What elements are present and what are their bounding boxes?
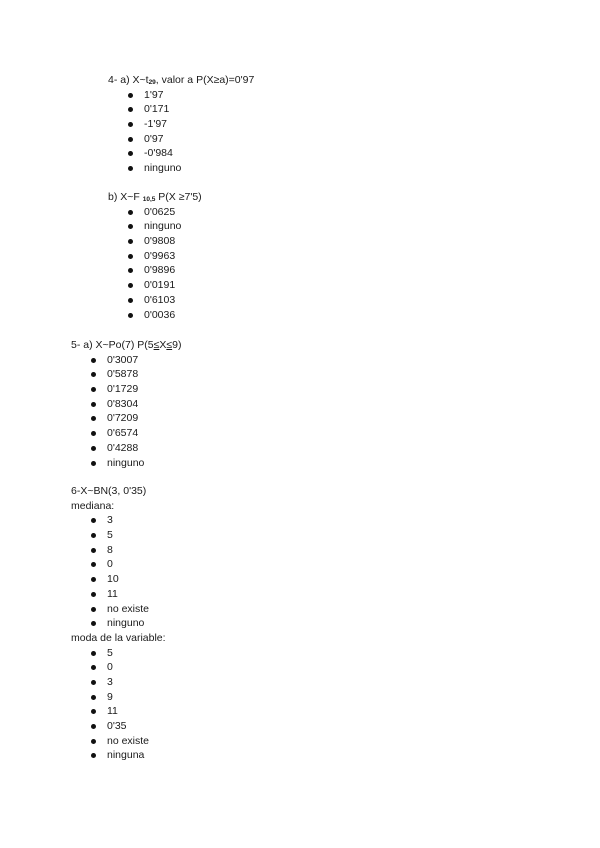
option-label: 3 [107,675,113,688]
option-label: 3 [107,514,113,527]
question-5-suffix: 9) [172,339,182,351]
option-label: -0'984 [144,147,173,160]
question-4a-suffix: , valor a P(X≥a)=0'97 [155,74,255,86]
bullet-icon [91,533,96,538]
option-label: 0'97 [144,132,164,145]
option-item[interactable] [91,367,181,382]
bullet-icon [91,416,96,421]
option-item[interactable] [128,161,254,176]
option-item[interactable] [128,249,202,264]
option-item[interactable] [128,219,202,234]
bullet-icon [128,254,133,259]
option-item[interactable] [91,426,181,441]
option-label: 0'0191 [144,279,176,292]
question-4a-options [128,88,254,176]
option-item[interactable] [128,234,202,249]
bullet-icon [91,695,96,700]
option-label: 0'3007 [107,353,139,366]
option-item[interactable] [91,528,166,543]
option-label: 5 [107,646,113,659]
bullet-icon [91,548,96,553]
bullet-icon [91,562,96,567]
bullet-icon [91,518,96,523]
question-4b-heading [108,190,202,205]
bullet-icon [91,372,96,377]
bullet-icon [128,151,133,156]
option-label: ninguno [144,220,182,233]
bullet-icon [91,709,96,714]
question-4b-subscript: 10,5 [142,196,156,203]
option-item[interactable] [91,587,166,602]
bullet-icon [128,239,133,244]
option-label: ninguno [144,162,182,175]
option-item[interactable] [91,543,166,558]
option-label: 0'7209 [107,412,139,425]
option-item[interactable] [128,102,254,117]
option-item[interactable] [128,263,202,278]
option-item[interactable] [91,513,166,528]
question-5-heading [71,338,181,353]
option-label: 0 [107,558,113,571]
mediana-options [91,513,166,631]
option-item[interactable] [128,132,254,147]
bullet-icon [91,592,96,597]
option-label: 0'6103 [144,293,176,306]
option-label: 1'97 [144,88,164,101]
option-item[interactable] [128,88,254,103]
option-item[interactable] [91,382,181,397]
option-item[interactable] [91,660,166,675]
option-label: 0'8304 [107,397,139,410]
bullet-icon [128,210,133,215]
option-label: no existe [107,734,150,747]
option-label: 0'6574 [107,427,139,440]
bullet-icon [128,166,133,171]
option-item[interactable] [128,293,202,308]
question-6 [71,484,166,763]
question-5-le-sign-2: ≤ [166,339,173,351]
bullet-icon [91,461,96,466]
option-label: 11 [107,587,118,600]
question-4b [108,190,202,322]
option-item[interactable] [91,704,166,719]
bullet-icon [128,298,133,303]
question-5-le-sign-1: ≤ [153,339,160,351]
option-label: no existe [107,602,150,615]
mediana-label: mediana: [71,499,115,512]
bullet-icon [91,651,96,656]
option-label: 9 [107,690,113,703]
bullet-icon [128,313,133,318]
bullet-icon [91,577,96,582]
question-5-variable: X [159,339,167,351]
option-label: 0'4288 [107,441,139,454]
option-item[interactable] [91,602,166,617]
option-item[interactable] [91,719,166,734]
option-item[interactable] [128,117,254,132]
bullet-icon [128,268,133,273]
option-item[interactable] [91,397,181,412]
bullet-icon [91,665,96,670]
bullet-icon [128,122,133,127]
bullet-icon [91,680,96,685]
question-5-options [91,353,181,471]
option-label: 5 [107,529,113,542]
bullet-icon [91,621,96,626]
option-item[interactable] [128,278,202,293]
question-4a-prefix: 4- a) X~t [108,74,149,86]
option-label: 0'35 [107,720,127,732]
bullet-icon [91,387,96,392]
option-item[interactable] [128,205,202,220]
option-item[interactable] [91,572,166,587]
bullet-icon [91,753,96,758]
question-4b-suffix: P(X ≥7'5) [155,191,202,203]
question-5-prefix: 5- a) X~Po(7) P(5 [71,339,154,351]
option-item[interactable] [91,557,166,572]
bullet-icon [91,607,96,612]
option-item[interactable] [91,441,181,456]
bullet-icon [128,93,133,98]
option-label: 0 [107,661,113,674]
option-item[interactable] [91,748,166,763]
bullet-icon [128,283,133,288]
option-label: 0'171 [144,103,170,116]
option-label: 0'9808 [144,235,176,248]
moda-label: moda de la variable: [71,631,166,644]
moda-options [91,646,166,764]
option-label: 0'0625 [144,205,176,218]
option-item[interactable] [91,456,181,471]
option-label: ninguno [107,617,145,630]
question-4b-prefix: b) X~F [108,191,143,203]
option-label: 0'0036 [144,308,176,321]
option-item[interactable] [128,308,202,323]
bullet-icon [91,739,96,744]
option-label: 0'9963 [144,249,176,262]
option-label: 10 [107,573,119,586]
option-label: -1'97 [144,118,168,131]
option-label: 8 [107,543,113,556]
option-item[interactable] [91,734,166,749]
option-item[interactable] [91,675,166,690]
bullet-icon [91,431,96,436]
bullet-icon [91,724,96,729]
bullet-icon [128,107,133,112]
option-item[interactable] [91,411,181,426]
question-4a-heading [108,73,254,88]
option-item[interactable] [91,616,166,631]
bullet-icon [91,358,96,363]
option-item[interactable] [91,353,181,368]
bullet-icon [91,446,96,451]
question-4a [108,73,254,176]
question-6-heading: 6-X~BN(3, 0'35) [71,485,147,497]
option-item[interactable] [128,146,254,161]
option-label: 0'5878 [107,368,139,381]
option-item[interactable] [91,690,166,705]
option-label: 11 [107,705,118,718]
option-label: ninguna [107,749,145,762]
question-4b-options [128,205,202,323]
option-item[interactable] [91,646,166,661]
option-label: 0'1729 [107,383,139,396]
bullet-icon [91,402,96,407]
bullet-icon [128,137,133,142]
bullet-icon [128,224,133,229]
option-label: 0'9896 [144,264,176,277]
question-4a-subscript: 29 [148,79,156,86]
question-5 [71,338,181,470]
option-label: ninguno [107,456,145,469]
